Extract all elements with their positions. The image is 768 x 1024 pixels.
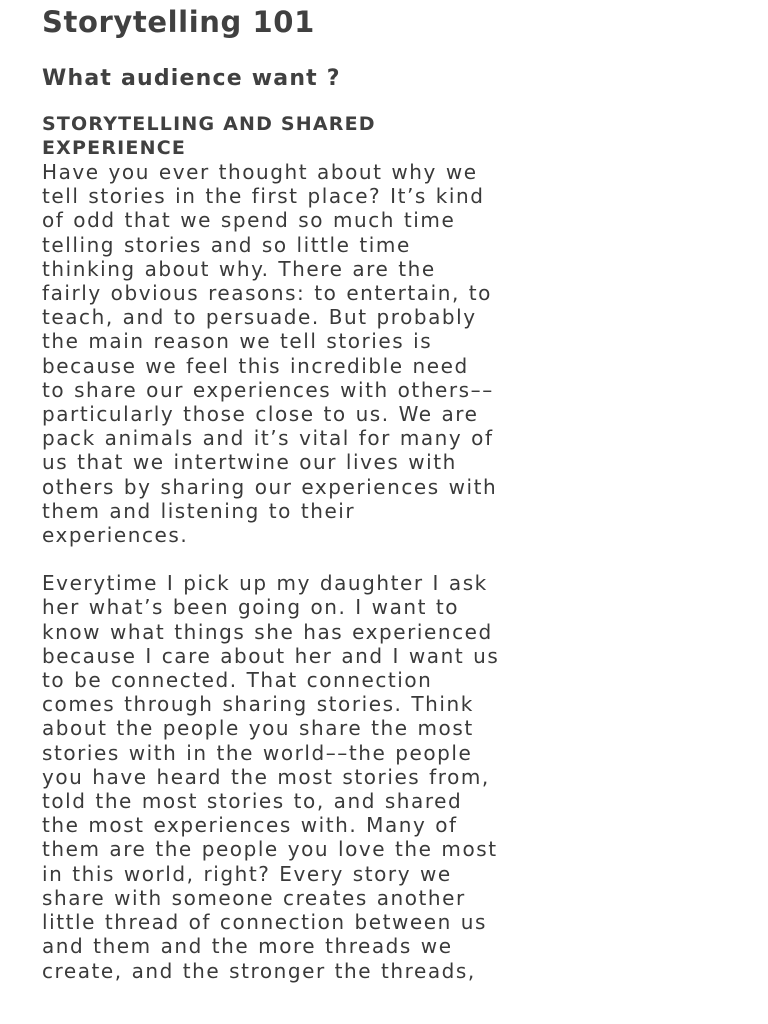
paragraph-2: Everytime I pick up my daughter I ask her what’s been going on. I want to know what things she has experienced because I care about her and I want us to be connected. That connection comes through sharing stories. Think about the people you share the most stories with in the world––the people you have heard the most stories from, told the most stories to, and shared the most experiences with. Many of them are the people you love the most in this world, right? Every story we share with someone creates another little thread of connection between us and them and the more threads we create, and the stronger the threads, <box>42 571 500 983</box>
page-title: Storytelling 101 <box>42 5 315 39</box>
section-heading-text: STORYTELLING AND SHARED EXPERIENCE <box>42 113 376 159</box>
paragraph-spacer <box>42 547 768 571</box>
page-subtitle: What audience want ? <box>42 66 341 91</box>
paragraph-1: Have you ever thought about why we tell stories in the first place? It’s kind of odd that we spend so much time telling stories and so little time thinking about why. There are the fairly obvious reasons: to entertain, to teach, and to persuade. But probably the main reason we tell stories is because we feel this incredible need to share our experiences with others–– particularly those close to us. We are pack animals and it’s vital for many of us that we intertwine our lives with others by sharing our experiences with them and listening to their experiences. <box>42 160 498 548</box>
section-heading <box>42 112 642 160</box>
